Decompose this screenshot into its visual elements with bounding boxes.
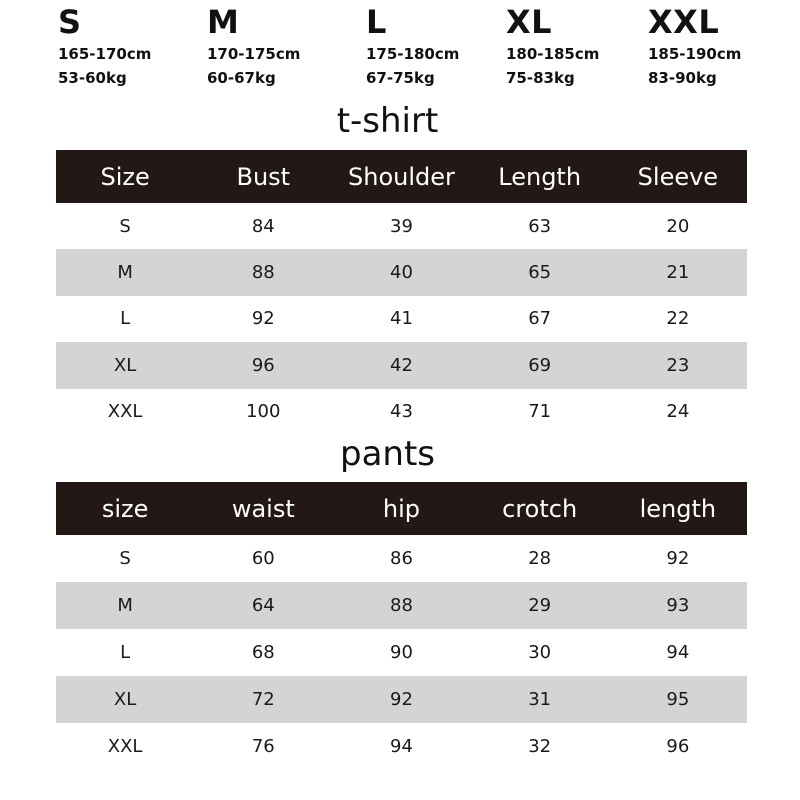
size-letter: L: [366, 3, 387, 41]
table-row: [56, 342, 747, 388]
size-guide: [0, 0, 800, 100]
cell-crotch: 30: [528, 642, 552, 663]
tshirt-size-table: [56, 150, 747, 435]
cell-length: 67: [528, 308, 552, 330]
cell-waist: 76: [251, 736, 275, 757]
table-row: [56, 249, 747, 295]
cell-sleeve: 20: [666, 215, 690, 237]
cell-bust: 88: [194, 249, 332, 295]
cell-size: M: [56, 249, 194, 295]
size-weight-range: 60-67kg: [207, 69, 276, 87]
table-row: [56, 723, 747, 770]
size-guide-xl: [506, 0, 599, 90]
column-header-waist: waist: [194, 482, 332, 535]
table-row: [56, 582, 747, 629]
cell-crotch: 29: [471, 582, 609, 629]
cell-sleeve: 23: [609, 342, 747, 388]
cell-length: 69: [471, 342, 609, 388]
size-height-range: 165-170cm: [58, 45, 152, 63]
cell-hip: 88: [332, 582, 470, 629]
cell-length: 92: [666, 548, 690, 569]
column-header-length: length: [609, 482, 747, 535]
cell-size: XL: [56, 676, 194, 723]
column-header-crotch: crotch: [471, 482, 609, 535]
column-header-length: Length: [471, 150, 609, 203]
cell-length: 96: [666, 736, 690, 757]
cell-shoulder: 43: [390, 401, 413, 423]
size-guide-s: [58, 0, 151, 90]
table-row: [56, 389, 747, 435]
table-row: [56, 676, 747, 723]
size-letter: M: [207, 3, 240, 41]
cell-bust: 96: [194, 342, 332, 388]
size-weight-range: 75-83kg: [506, 69, 575, 87]
cell-length: 94: [666, 642, 690, 663]
table-header-row: [56, 150, 747, 203]
tshirt-section-title: t-shirt: [336, 101, 439, 141]
cell-shoulder: 39: [390, 215, 413, 237]
cell-size: XXL: [107, 401, 143, 423]
cell-size: S: [119, 548, 131, 569]
pants-size-table: [56, 482, 747, 770]
cell-hip: 86: [390, 548, 413, 569]
size-height-range: 185-190cm: [648, 45, 742, 63]
cell-length: 63: [528, 215, 552, 237]
size-height-range: 175-180cm: [366, 45, 460, 63]
cell-size: L: [120, 642, 131, 663]
column-header-shoulder: Shoulder: [332, 150, 470, 203]
table-row: [56, 203, 747, 249]
size-weight-range: 67-75kg: [366, 69, 435, 87]
column-header-size: Size: [56, 150, 194, 203]
column-header-bust: Bust: [194, 150, 332, 203]
cell-crotch: 31: [471, 676, 609, 723]
cell-sleeve: 24: [666, 401, 690, 423]
size-guide-l: [366, 0, 459, 90]
cell-length: 71: [528, 401, 552, 423]
cell-crotch: 28: [528, 548, 552, 569]
cell-length: 95: [609, 676, 747, 723]
cell-hip: 94: [390, 736, 413, 757]
cell-length: 93: [609, 582, 747, 629]
size-guide-xxl: [648, 0, 741, 90]
size-height-range: 170-175cm: [207, 45, 301, 63]
cell-size: M: [56, 582, 194, 629]
size-height-range: 180-185cm: [506, 45, 600, 63]
cell-length: 65: [471, 249, 609, 295]
size-guide-m: [207, 0, 300, 90]
cell-bust: 92: [251, 308, 275, 330]
size-weight-range: 83-90kg: [648, 69, 717, 87]
cell-size: XXL: [107, 736, 143, 757]
size-letter: XL: [506, 3, 553, 41]
table-row: [56, 629, 747, 676]
cell-hip: 92: [332, 676, 470, 723]
size-letter: S: [58, 3, 82, 41]
cell-sleeve: 22: [666, 308, 690, 330]
table-row: [56, 296, 747, 342]
cell-waist: 68: [251, 642, 275, 663]
size-weight-range: 53-60kg: [58, 69, 127, 87]
cell-bust: 100: [246, 401, 281, 423]
table-header-row: [56, 482, 747, 535]
table-row: [56, 535, 747, 582]
column-header-sleeve: Sleeve: [609, 150, 747, 203]
cell-shoulder: 42: [332, 342, 470, 388]
size-letter: XXL: [648, 3, 720, 41]
cell-bust: 84: [251, 215, 275, 237]
pants-section-title: pants: [339, 434, 435, 474]
cell-waist: 72: [194, 676, 332, 723]
cell-size: L: [120, 308, 131, 330]
column-header-size: size: [56, 482, 194, 535]
cell-hip: 90: [390, 642, 413, 663]
cell-crotch: 32: [528, 736, 552, 757]
cell-sleeve: 21: [609, 249, 747, 295]
cell-size: S: [119, 215, 131, 237]
cell-waist: 60: [251, 548, 275, 569]
cell-size: XL: [56, 342, 194, 388]
cell-shoulder: 40: [332, 249, 470, 295]
column-header-hip: hip: [332, 482, 470, 535]
cell-shoulder: 41: [390, 308, 413, 330]
cell-waist: 64: [194, 582, 332, 629]
